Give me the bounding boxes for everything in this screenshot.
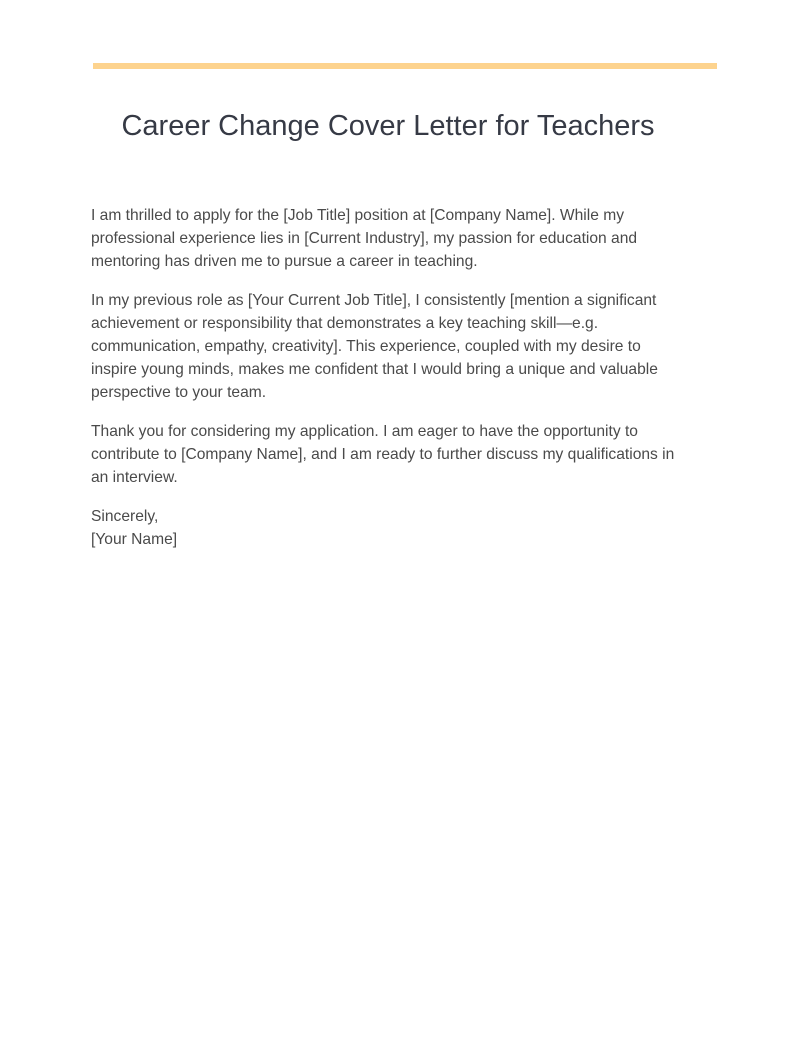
closing-name: [Your Name] bbox=[91, 531, 178, 548]
letter-body bbox=[91, 204, 691, 551]
accent-bar bbox=[93, 63, 717, 69]
paragraph-intro: I am thrilled to apply for the [Job Title] position at [Company Name]. While my professional experience lies in [Current Industry], my passion for education and mentoring has driven me to pursue a career in teaching. bbox=[91, 207, 638, 270]
paragraph-experience: In my previous role as [Your Current Job Title], I consistently [mention a significant achievement or responsibility that demonstrates a key teaching skill—e.g. communication, empathy, creativity]. This experience, coupled with my desire to inspire young minds, makes me confident that I would bring a unique and valuable perspective to your team. bbox=[91, 292, 658, 401]
closing bbox=[91, 505, 691, 551]
paragraph-thanks: Thank you for considering my application. I am eager to have the opportunity to contribute to [Company Name], and I am ready to further discuss my qualifications in an interview. bbox=[91, 423, 675, 486]
closing-salutation: Sincerely, bbox=[91, 508, 159, 525]
document-title: Career Change Cover Letter for Teachers bbox=[121, 110, 655, 142]
